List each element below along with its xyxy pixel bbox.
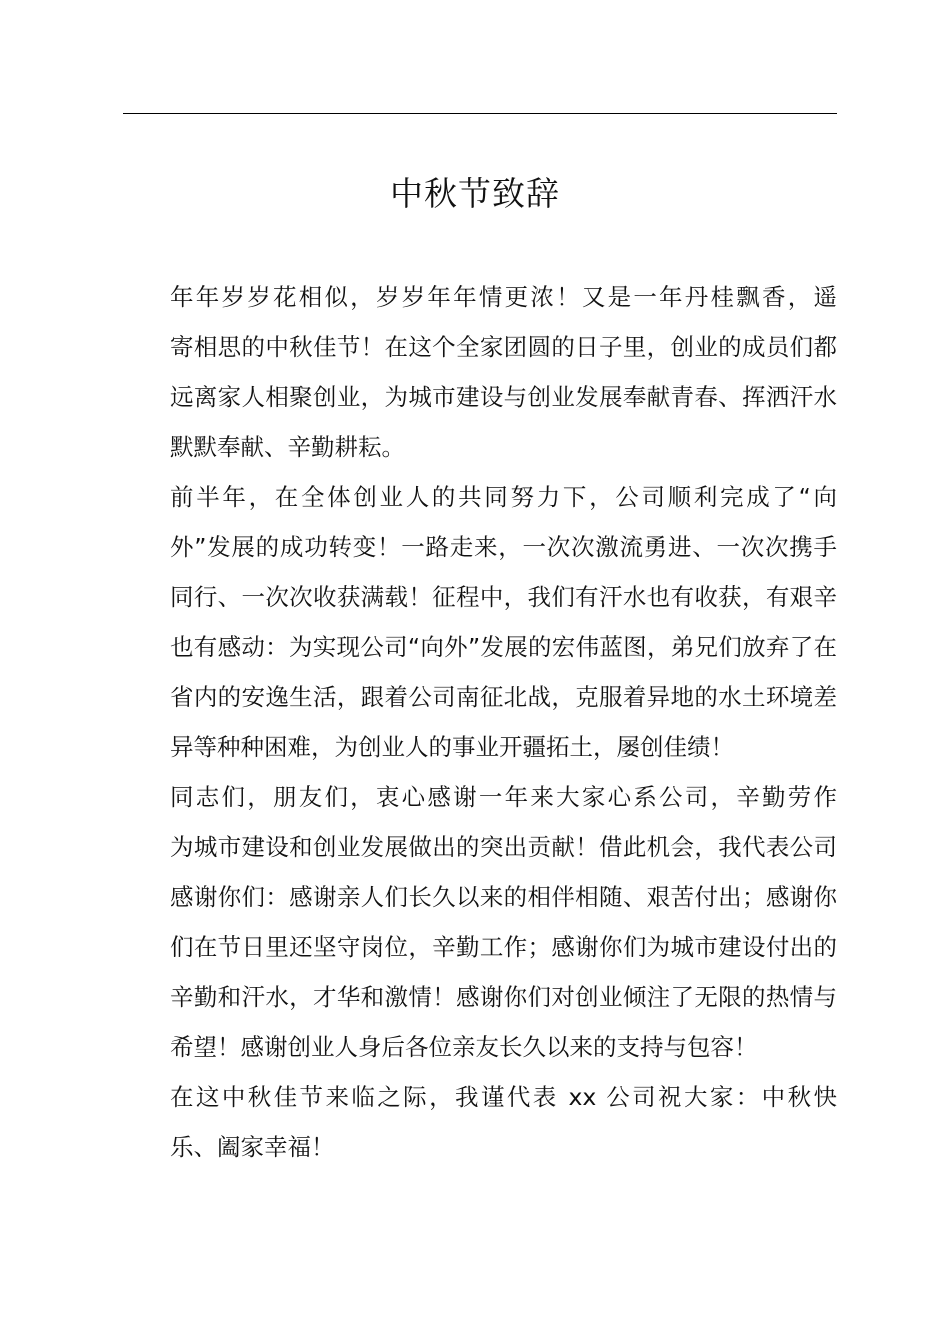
text-line: 寄相思的中秋佳节！在这个全家团圆的日子里，创业的成员们都 <box>170 333 837 361</box>
text-line: 远离家人相聚创业，为城市建设与创业发展奉献青春、挥洒汗水 <box>170 383 837 411</box>
text-line: 在这中秋佳节来临之际，我谨代表 xx 公司祝大家：中秋快 <box>170 1083 837 1111</box>
text-line: 也有感动：为实现公司“向外”发展的宏伟蓝图，弟兄们放弃了在 <box>170 633 837 661</box>
document-title: 中秋节致辞 <box>390 174 560 213</box>
paragraph-4 <box>123 1072 837 1172</box>
text-line: 们在节日里还坚守岗位，辛勤工作；感谢你们为城市建设付出的 <box>170 933 837 961</box>
text-line: 年年岁岁花相似，岁岁年年情更浓！又是一年丹桂飘香，遥 <box>170 283 837 311</box>
paragraph-2 <box>123 472 837 772</box>
document-body <box>123 272 837 1172</box>
text-line: 为城市建设和创业发展做出的突出贡献！借此机会，我代表公司 <box>170 833 837 861</box>
text-line: 同行、一次次收获满载！征程中，我们有汗水也有收获，有艰辛 <box>170 583 837 611</box>
paragraph-1 <box>123 272 837 472</box>
text-line: 外”发展的成功转变！一路走来，一次次激流勇进、一次次携手 <box>170 533 837 561</box>
text-line: 感谢你们：感谢亲人们长久以来的相伴相随、艰苦付出；感谢你 <box>170 883 837 911</box>
text-line: 省内的安逸生活，跟着公司南征北战，克服着异地的水土环境差 <box>170 683 837 711</box>
text-line: 前半年，在全体创业人的共同努力下，公司顺利完成了“向 <box>170 483 837 511</box>
text-line: 辛勤和汗水，才华和激情！感谢你们对创业倾注了无限的热情与 <box>170 983 837 1011</box>
header-rule <box>123 113 837 114</box>
text-line: 希望！感谢创业人身后各位亲友长久以来的支持与包容！ <box>170 1033 758 1061</box>
text-line: 同志们，朋友们，衷心感谢一年来大家心系公司，辛勤劳作 <box>170 783 837 811</box>
paragraph-3 <box>123 772 837 1072</box>
text-line: 乐、阖家幸福！ <box>170 1133 335 1161</box>
text-line: 默默奉献、辛勤耕耘。 <box>170 433 405 461</box>
text-line: 异等种种困难，为创业人的事业开疆拓土，屡创佳绩！ <box>170 733 734 761</box>
